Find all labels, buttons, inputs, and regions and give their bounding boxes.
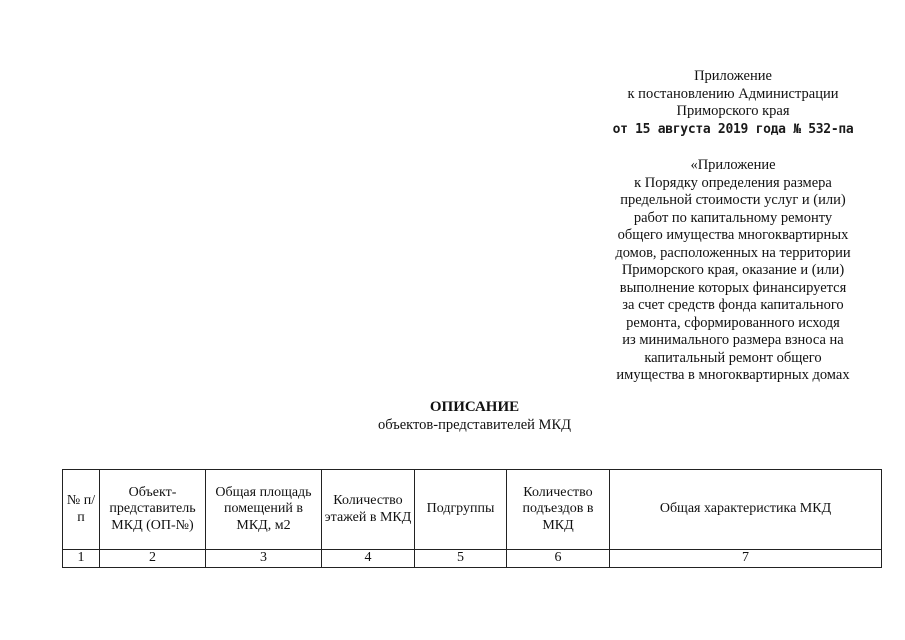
appendix-quoted-line: капитальный ремонт общего [644,349,822,366]
document-title: ОПИСАНИЕ [429,399,520,415]
header-characteristic: Общая характеристика МКД [610,470,882,550]
document-subtitle: объектов-представителей МКД [377,417,572,433]
column-number-cell: 7 [610,550,882,568]
appendix-quoted-line: ремонта, сформированного исходя [626,314,840,331]
appendix-quoted-line: из минимального размера взноса на [622,332,844,348]
appendix-quoted-line: имущества в многоквартирных домах [616,367,850,383]
column-number-cell: 3 [206,550,322,568]
appendix-quoted-line: домов, расположенных на территории [615,244,851,261]
column-number-cell: 6 [507,550,610,568]
header-floors: Количество этажей в МКД [322,470,415,550]
appendix-line: Приморского края [676,103,790,119]
header-subgroups: Подгруппы [415,470,507,550]
appendix-line: Приложение [694,68,772,84]
appendix-line: к постановлению Администрации [627,85,839,102]
appendix-quoted-line: Приморского края, оказание и (или) [621,262,845,278]
column-number-cell: 4 [322,550,415,568]
appendix-reference [598,68,868,138]
table-numbering-row [63,550,882,568]
appendix-quoted-line: предельной стоимости услуг и (или) [620,192,846,208]
appendix-quoted-line: к Порядку определения размера [634,174,832,191]
appendix-quoted-line: работ по капитальному ремонту [633,209,833,226]
appendix-quoted-line: «Приложение [690,157,776,173]
resolution-date-stamp: от 15 августа 2019 года № 532-па [612,121,854,137]
column-number-cell: 2 [100,550,206,568]
appendix-quoted-reference [598,157,868,385]
table-header-row [63,470,882,550]
appendix-quoted-line: за счет средств фонда капитального [622,297,844,313]
appendix-quoted-line: общего имущества многоквартирных [617,227,849,243]
header-entrances: Количество подъездов в МКД [507,470,610,550]
representative-objects-table [62,469,882,568]
header-object: Объект-представитель МКД (ОП-№) [100,470,206,550]
header-area: Общая площадь помещений в МКД, м2 [206,470,322,550]
appendix-quoted-line: выполнение которых финансируется [619,279,847,296]
column-number-cell: 1 [63,550,100,568]
header-number: № п/п [63,470,100,550]
column-number-cell: 5 [415,550,507,568]
